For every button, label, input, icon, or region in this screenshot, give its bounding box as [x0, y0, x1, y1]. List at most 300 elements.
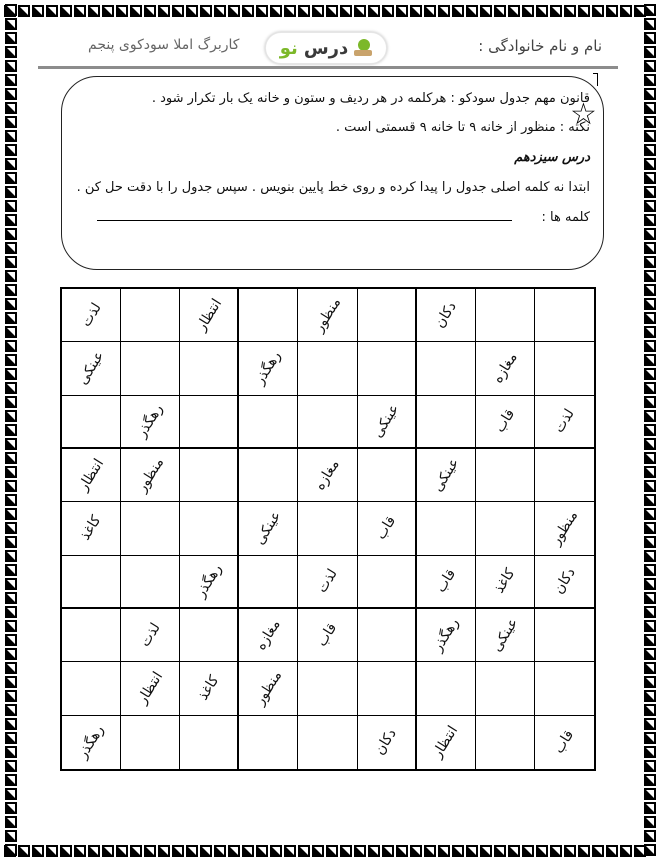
border-tile — [5, 354, 17, 366]
border-tile — [382, 5, 394, 17]
cell-word: رهگذر — [133, 401, 167, 441]
sudoku-cell[interactable] — [62, 609, 121, 662]
border-tile — [480, 5, 492, 17]
border-tile — [5, 522, 17, 534]
border-tile — [5, 270, 17, 282]
sudoku-cell[interactable] — [62, 289, 121, 342]
sudoku-cell[interactable] — [358, 449, 417, 502]
border-tile — [644, 158, 656, 170]
border-tile — [5, 466, 17, 478]
border-tile — [438, 5, 450, 17]
sudoku-cell[interactable] — [62, 502, 121, 555]
border-tile — [644, 200, 656, 212]
border-tile — [270, 5, 282, 17]
border-tile — [340, 845, 352, 857]
border-tile — [644, 32, 656, 44]
cell-word: منظور — [133, 455, 167, 496]
sudoku-cell[interactable] — [358, 396, 417, 449]
cell-word: مغازه — [489, 350, 521, 387]
border-tile — [644, 494, 656, 506]
sudoku-cell[interactable] — [298, 609, 357, 662]
instruction-text: ابتدا نه کلمه اصلی جدول را پیدا کرده و روی خط پایین بنویس . سپس جدول را با دقت حل کن . — [76, 180, 590, 195]
page-header — [40, 30, 620, 66]
logo-word-no: نو — [279, 37, 298, 59]
sudoku-cell[interactable] — [121, 342, 180, 395]
border-tile — [312, 845, 324, 857]
border-tile — [18, 5, 30, 17]
sudoku-cell[interactable] — [476, 716, 535, 769]
border-tile — [5, 550, 17, 562]
border-tile — [5, 410, 17, 422]
sudoku-cell[interactable] — [358, 609, 417, 662]
sudoku-cell[interactable] — [121, 609, 180, 662]
border-tile — [644, 368, 656, 380]
border-tile — [644, 452, 656, 464]
border-tile — [644, 466, 656, 478]
border-tile — [242, 5, 254, 17]
border-tile — [5, 452, 17, 464]
sudoku-cell[interactable] — [298, 396, 357, 449]
border-tile — [644, 830, 656, 842]
sudoku-cell[interactable] — [476, 556, 535, 609]
sudoku-cell[interactable] — [62, 396, 121, 449]
border-tile — [644, 60, 656, 72]
sudoku-cell[interactable] — [121, 502, 180, 555]
sudoku-cell[interactable] — [239, 662, 298, 715]
border-tile — [644, 788, 656, 800]
border-tile — [452, 5, 464, 17]
border-tile — [186, 5, 198, 17]
border-tile — [5, 438, 17, 450]
border-tile — [644, 298, 656, 310]
border-tile — [214, 845, 226, 857]
cell-word: مغازه — [252, 617, 284, 654]
sudoku-cell[interactable] — [298, 449, 357, 502]
book-globe-icon — [354, 39, 372, 57]
sudoku-cell[interactable] — [180, 342, 239, 395]
border-tile — [424, 5, 436, 17]
sudoku-grid — [60, 287, 596, 771]
sudoku-cell[interactable] — [180, 502, 239, 555]
logo — [265, 32, 387, 64]
sudoku-cell[interactable] — [180, 396, 239, 449]
border-tile — [74, 5, 86, 17]
sudoku-cell[interactable] — [121, 556, 180, 609]
sudoku-cell[interactable] — [298, 289, 357, 342]
sudoku-cell[interactable] — [417, 289, 476, 342]
border-tile — [644, 774, 656, 786]
border-tile — [644, 606, 656, 618]
cell-word: لذت — [77, 300, 105, 330]
border-tile — [5, 648, 17, 660]
border-tile — [644, 522, 656, 534]
border-tile — [644, 564, 656, 576]
border-tile — [644, 732, 656, 744]
border-tile — [5, 480, 17, 492]
border-tile — [158, 845, 170, 857]
border-tile — [5, 788, 17, 800]
border-tile — [396, 5, 408, 17]
cell-word: رهگذر — [429, 615, 463, 655]
border-tile — [644, 410, 656, 422]
border-tile — [508, 845, 520, 857]
border-tile — [5, 718, 17, 730]
border-tile — [88, 845, 100, 857]
sudoku-cell[interactable] — [180, 609, 239, 662]
sudoku-cell[interactable] — [476, 342, 535, 395]
border-top — [4, 5, 646, 17]
border-tile — [46, 5, 58, 17]
border-tile — [5, 676, 17, 688]
worksheet-title: کاربرگ املا سودکوی پنجم — [88, 37, 240, 53]
border-tile — [5, 116, 17, 128]
sudoku-cell[interactable] — [239, 716, 298, 769]
sudoku-cell[interactable] — [180, 289, 239, 342]
cell-word: لذت — [551, 406, 578, 437]
border-tile — [5, 424, 17, 436]
border-tile — [186, 845, 198, 857]
border-tile — [5, 746, 17, 758]
border-tile — [116, 845, 128, 857]
border-tile — [5, 4, 17, 16]
border-tile — [32, 845, 44, 857]
sudoku-cell[interactable] — [239, 396, 298, 449]
sudoku-cell[interactable] — [121, 662, 180, 715]
border-tile — [508, 5, 520, 17]
cell-word: رهگذر — [192, 561, 226, 601]
sudoku-cell[interactable] — [180, 662, 239, 715]
border-tile — [5, 536, 17, 548]
border-tile — [144, 845, 156, 857]
border-tile — [644, 760, 656, 772]
border-tile — [494, 845, 506, 857]
border-tile — [606, 845, 618, 857]
sudoku-rule-text: قانون مهم جدول سودکو : هرکلمه در هر ردیف و ستون و خانه یک بار تکرار شود . — [151, 91, 590, 106]
sudoku-cell[interactable] — [535, 502, 594, 555]
border-tile — [172, 845, 184, 857]
border-tile — [5, 760, 17, 772]
sudoku-cell[interactable] — [476, 449, 535, 502]
sudoku-cell[interactable] — [298, 662, 357, 715]
sudoku-cell[interactable] — [535, 609, 594, 662]
cell-word: انتظار — [134, 669, 167, 708]
sudoku-cell[interactable] — [62, 662, 121, 715]
border-tile — [172, 5, 184, 17]
border-tile — [200, 5, 212, 17]
sudoku-cell[interactable] — [180, 716, 239, 769]
border-tile — [550, 5, 562, 17]
cell-word: عینکی — [429, 455, 463, 495]
border-tile — [5, 578, 17, 590]
sudoku-cell[interactable] — [62, 716, 121, 769]
sudoku-cell[interactable] — [239, 556, 298, 609]
sudoku-cell[interactable] — [535, 342, 594, 395]
border-tile — [644, 592, 656, 604]
border-tile — [466, 5, 478, 17]
border-tile — [5, 704, 17, 716]
border-tile — [592, 5, 604, 17]
sudoku-cell[interactable] — [535, 662, 594, 715]
border-tile — [620, 5, 632, 17]
sudoku-cell[interactable] — [239, 609, 298, 662]
sudoku-cell[interactable] — [417, 449, 476, 502]
sudoku-cell[interactable] — [298, 556, 357, 609]
cell-word: رهگذر — [74, 722, 108, 762]
sudoku-cell[interactable] — [535, 396, 594, 449]
border-tile — [5, 130, 17, 142]
border-tile — [340, 5, 352, 17]
border-tile — [644, 550, 656, 562]
border-tile — [644, 256, 656, 268]
border-tile — [644, 690, 656, 702]
border-tile — [5, 32, 17, 44]
border-tile — [5, 508, 17, 520]
cell-word: عینکی — [488, 615, 522, 655]
sudoku-cell[interactable] — [298, 502, 357, 555]
sudoku-cell[interactable] — [535, 289, 594, 342]
sudoku-cell[interactable] — [121, 289, 180, 342]
border-tile — [644, 676, 656, 688]
border-tile — [644, 354, 656, 366]
border-left — [5, 4, 17, 856]
border-tile — [644, 88, 656, 100]
cell-word: دکان — [431, 299, 460, 332]
border-tile — [644, 172, 656, 184]
sudoku-cell[interactable] — [535, 716, 594, 769]
border-tile — [644, 74, 656, 86]
sudoku-cell[interactable] — [358, 662, 417, 715]
border-tile — [5, 606, 17, 618]
border-tile — [644, 130, 656, 142]
border-tile — [644, 102, 656, 114]
sudoku-cell[interactable] — [417, 556, 476, 609]
logo-word-dars: درس — [303, 37, 349, 59]
border-tile — [424, 845, 436, 857]
border-tile — [644, 116, 656, 128]
border-tile — [480, 845, 492, 857]
cell-word: قاب — [551, 727, 578, 757]
cell-word: کاغذ — [77, 513, 105, 544]
border-tile — [326, 845, 338, 857]
border-tile — [522, 5, 534, 17]
sudoku-cell[interactable] — [180, 556, 239, 609]
border-tile — [5, 844, 17, 856]
cell-word: قاب — [372, 514, 400, 543]
border-tile — [32, 5, 44, 17]
sudoku-cell[interactable] — [358, 556, 417, 609]
border-tile — [5, 242, 17, 254]
header-divider — [38, 66, 618, 69]
sudoku-cell[interactable] — [476, 396, 535, 449]
cell-word: عینکی — [74, 348, 108, 389]
border-tile — [644, 844, 656, 856]
border-tile — [410, 5, 422, 17]
border-tile — [284, 845, 296, 857]
border-tile — [88, 5, 100, 17]
cell-word: لذت — [136, 620, 164, 650]
border-tile — [5, 494, 17, 506]
border-tile — [5, 816, 17, 828]
border-tile — [644, 4, 656, 16]
border-tile — [644, 704, 656, 716]
words-label: کلمه ها : — [541, 210, 590, 225]
cell-word: انتظار — [429, 723, 462, 762]
border-tile — [564, 5, 576, 17]
sudoku-cell[interactable] — [180, 449, 239, 502]
border-tile — [60, 5, 72, 17]
cell-word: منظور — [547, 508, 582, 549]
border-tile — [644, 396, 656, 408]
border-tile — [102, 845, 114, 857]
border-tile — [5, 802, 17, 814]
student-name-label: نام و نام خانوادگی : — [478, 37, 602, 55]
sudoku-cell[interactable] — [298, 716, 357, 769]
border-tile — [5, 46, 17, 58]
border-tile — [116, 5, 128, 17]
border-tile — [5, 284, 17, 296]
sudoku-cell[interactable] — [358, 716, 417, 769]
sudoku-cell[interactable] — [535, 449, 594, 502]
border-tile — [564, 845, 576, 857]
border-tile — [5, 144, 17, 156]
sudoku-cell[interactable] — [239, 449, 298, 502]
border-tile — [578, 845, 590, 857]
border-tile — [228, 845, 240, 857]
border-tile — [5, 312, 17, 324]
border-tile — [644, 648, 656, 660]
border-tile — [644, 144, 656, 156]
sudoku-cell[interactable] — [121, 716, 180, 769]
border-tile — [5, 256, 17, 268]
border-tile — [644, 816, 656, 828]
sudoku-cell[interactable] — [239, 342, 298, 395]
border-tile — [5, 382, 17, 394]
border-tile — [5, 620, 17, 632]
border-tile — [5, 158, 17, 170]
border-tile — [5, 326, 17, 338]
sudoku-cell[interactable] — [358, 342, 417, 395]
cell-word: منظور — [310, 295, 345, 336]
border-tile — [644, 662, 656, 674]
sudoku-cell[interactable] — [476, 662, 535, 715]
border-tile — [5, 564, 17, 576]
sudoku-cell[interactable] — [62, 556, 121, 609]
border-tile — [644, 620, 656, 632]
border-tile — [368, 845, 380, 857]
cell-word: منظور — [251, 668, 286, 709]
sudoku-cell[interactable] — [417, 716, 476, 769]
border-tile — [298, 845, 310, 857]
sudoku-cell[interactable] — [476, 289, 535, 342]
border-tile — [5, 200, 17, 212]
border-tile — [466, 845, 478, 857]
sudoku-cell[interactable] — [121, 449, 180, 502]
border-tile — [644, 746, 656, 758]
border-tile — [5, 732, 17, 744]
border-tile — [620, 845, 632, 857]
sudoku-cell[interactable] — [417, 662, 476, 715]
border-tile — [158, 5, 170, 17]
border-tile — [242, 845, 254, 857]
lesson-title: درس سیزدهم — [514, 150, 590, 165]
cell-word: عینکی — [369, 401, 403, 441]
sudoku-cell[interactable] — [121, 396, 180, 449]
border-tile — [5, 186, 17, 198]
border-tile — [5, 18, 17, 30]
border-tile — [5, 172, 17, 184]
border-tile — [644, 326, 656, 338]
border-tile — [578, 5, 590, 17]
border-tile — [644, 578, 656, 590]
border-tile — [354, 845, 366, 857]
cell-word: لذت — [314, 566, 341, 597]
border-tile — [130, 5, 142, 17]
sudoku-cell[interactable] — [417, 502, 476, 555]
sudoku-cell[interactable] — [62, 342, 121, 395]
border-tile — [5, 102, 17, 114]
border-tile — [644, 228, 656, 240]
sudoku-cell[interactable] — [298, 342, 357, 395]
sudoku-cell[interactable] — [358, 502, 417, 555]
border-tile — [536, 845, 548, 857]
cell-word: قاب — [491, 406, 519, 436]
cell-word: انتظار — [192, 296, 225, 335]
sudoku-cell[interactable] — [417, 609, 476, 662]
border-tile — [644, 18, 656, 30]
sudoku-cell[interactable] — [476, 609, 535, 662]
cell-word: کاغذ — [195, 673, 223, 704]
border-tile — [5, 774, 17, 786]
cell-word: دکان — [550, 565, 579, 598]
border-tile — [130, 845, 142, 857]
border-tile — [60, 845, 72, 857]
cell-word: کاغذ — [491, 566, 519, 597]
border-tile — [312, 5, 324, 17]
border-tile — [438, 845, 450, 857]
border-tile — [5, 396, 17, 408]
border-tile — [606, 5, 618, 17]
sudoku-cell[interactable] — [62, 449, 121, 502]
sudoku-cell[interactable] — [239, 502, 298, 555]
sudoku-cell[interactable] — [476, 502, 535, 555]
border-tile — [396, 845, 408, 857]
border-tile — [5, 662, 17, 674]
sudoku-cell[interactable] — [239, 289, 298, 342]
sudoku-cell[interactable] — [535, 556, 594, 609]
words-answer-line[interactable] — [97, 220, 512, 221]
border-tile — [5, 298, 17, 310]
cell-word: عینکی — [252, 508, 285, 549]
border-tile — [144, 5, 156, 17]
border-tile — [644, 634, 656, 646]
sudoku-cell[interactable] — [358, 289, 417, 342]
sudoku-cell[interactable] — [417, 396, 476, 449]
border-tile — [256, 845, 268, 857]
note-text: نکته : منظور از خانه ۹ تا خانه ۹ قسمتی است . — [335, 120, 590, 135]
border-tile — [536, 5, 548, 17]
border-tile — [74, 845, 86, 857]
border-tile — [102, 5, 114, 17]
border-tile — [382, 845, 394, 857]
cell-word: دکان — [372, 726, 401, 759]
border-tile — [522, 845, 534, 857]
border-right — [644, 4, 656, 856]
star-icon: ☆ — [570, 97, 597, 132]
cell-word: مغازه — [312, 457, 343, 494]
border-tile — [368, 5, 380, 17]
sudoku-cell[interactable] — [417, 342, 476, 395]
border-tile — [644, 214, 656, 226]
